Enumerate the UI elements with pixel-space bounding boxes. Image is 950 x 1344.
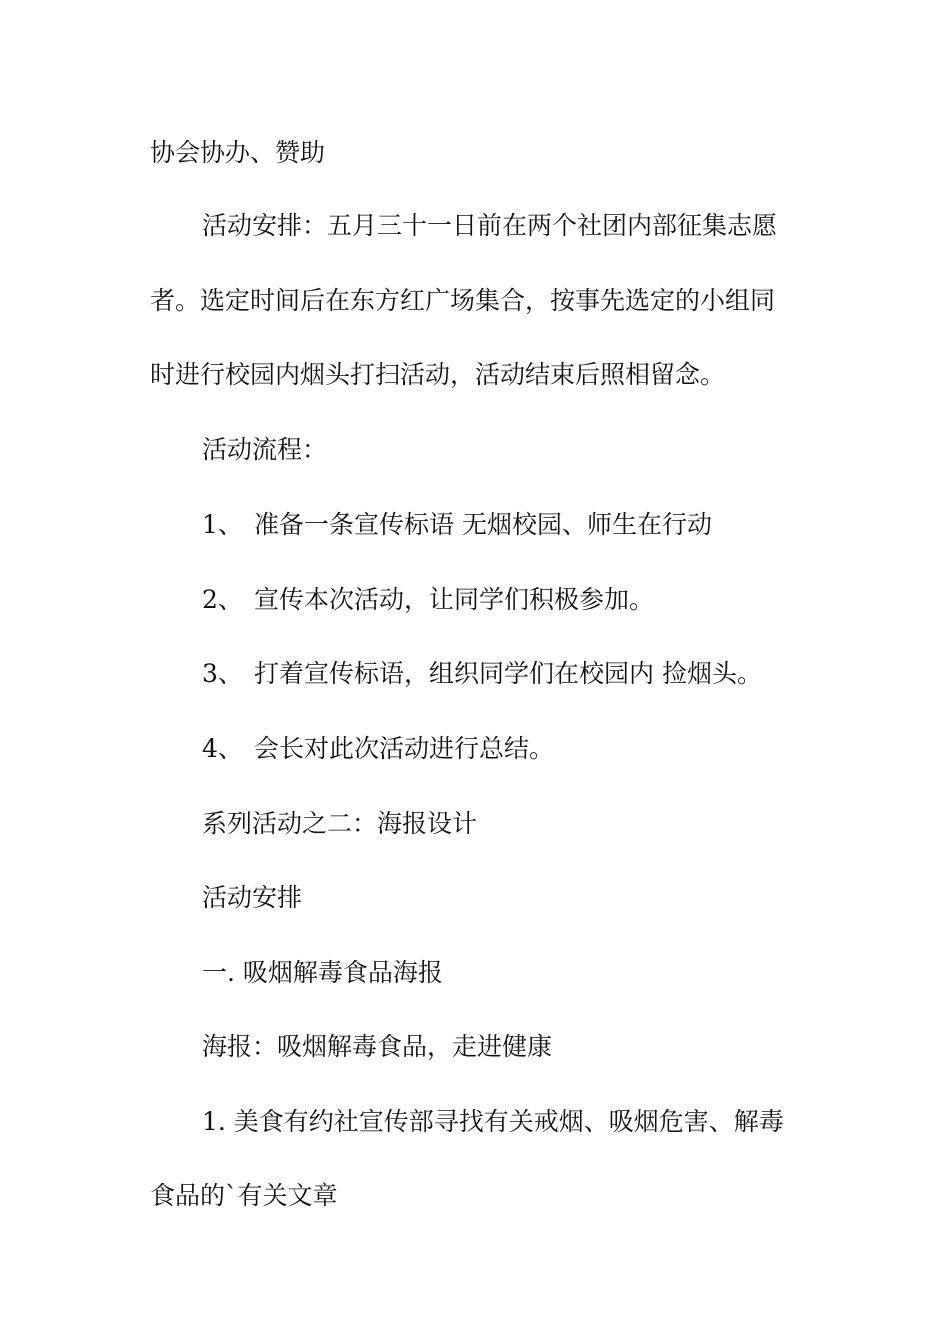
list-item-text: 打着宣传标语，组织同学们在校园内 捡烟头。 bbox=[254, 659, 762, 688]
list-number: 3、 bbox=[202, 659, 243, 688]
subsection-heading: 活动安排 bbox=[202, 883, 303, 912]
section-heading: 活动流程： bbox=[202, 435, 328, 464]
paragraph-line: 1. 美食有约社宣传部寻找有关戒烟、吸烟危害、解毒 bbox=[202, 1107, 784, 1136]
paragraph-line: 者。选定时间后在东方红广场集合，按事先选定的小组同 bbox=[150, 286, 776, 315]
list-number: 2、 bbox=[202, 585, 243, 614]
list-item-text: 准备一条宣传标语 无烟校园、师生在行动 bbox=[254, 510, 712, 539]
list-number: 1、 bbox=[202, 510, 243, 539]
paragraph-line: 食品的`有关文章 bbox=[150, 1181, 338, 1210]
list-item bbox=[202, 584, 654, 616]
paragraph-line: 海报：吸烟解毒食品，走进健康 bbox=[202, 1032, 553, 1061]
list-item bbox=[202, 509, 712, 541]
list-number: 4、 bbox=[202, 734, 243, 763]
section-heading: 系列活动之二：海报设计 bbox=[202, 809, 478, 838]
list-item bbox=[202, 658, 762, 690]
paragraph-line: 协会协办、赞助 bbox=[150, 138, 326, 167]
subsection-heading: 一. 吸烟解毒食品海报 bbox=[202, 958, 443, 987]
paragraph-line: 活动安排：五月三十一日前在两个社团内部征集志愿 bbox=[202, 211, 778, 240]
list-item-text: 宣传本次活动，让同学们积极参加。 bbox=[254, 585, 655, 614]
list-item-text: 会长对此次活动进行总结。 bbox=[254, 734, 555, 763]
paragraph-line: 时进行校园内烟头打扫活动，活动结束后照相留念。 bbox=[150, 360, 726, 389]
list-item bbox=[202, 733, 554, 765]
